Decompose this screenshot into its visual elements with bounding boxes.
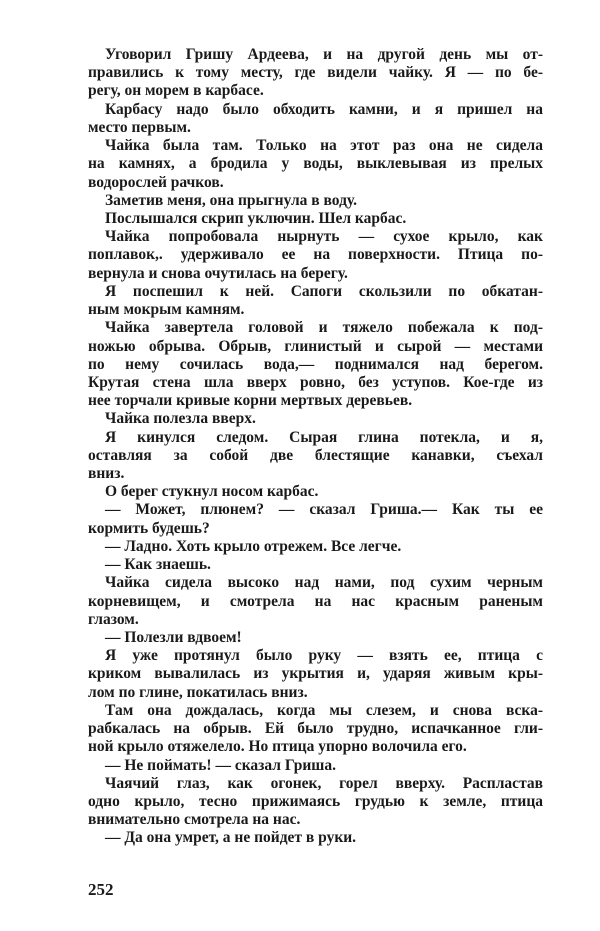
text-line: водорослей рачков. — [88, 173, 224, 191]
page-number: 252 — [88, 880, 114, 899]
text-line: на камнях, а бродила у воды, выклевывая из прелых — [88, 155, 543, 173]
text-line: ножью обрыва. Обрыв, глинистый и сырой — местами — [88, 337, 543, 355]
paragraph — [88, 228, 543, 283]
text-line: кормить будешь? — [88, 519, 210, 537]
text-line: глазом. — [88, 610, 139, 628]
text-line: Там она дождалась, когда мы слезем, и снова вска- — [105, 701, 543, 719]
paragraph — [88, 429, 543, 484]
paragraph — [88, 137, 543, 192]
text-line: О берег стукнул носом карбас. — [105, 483, 319, 501]
paragraph — [88, 829, 543, 847]
text-line: поплавок,. удерживало ее на поверхности. Птица по- — [88, 246, 543, 264]
text-line: Чаячий глаз, как огонек, горел вверху. Распластав — [105, 774, 543, 792]
paragraph — [88, 629, 543, 647]
text-line: — Ладно. Хоть крыло отрежем. Все легче. — [105, 537, 402, 555]
text-line: нее торчали кривые корни мертвых деревьев. — [88, 392, 413, 410]
text-line: вниз. — [88, 465, 125, 483]
text-line: Карбасу надо было обходить камни, и я пришел на — [105, 100, 543, 118]
paragraph — [88, 283, 543, 319]
text-line: рабкалась на обрыв. Ей было трудно, испачканное гли- — [88, 720, 543, 738]
text-line: — Не поймать! — сказал Гриша. — [105, 756, 336, 774]
text-line: Чайка сидела высоко над нами, под сухим черным — [105, 574, 543, 592]
paragraph — [88, 647, 543, 702]
text-line: Я уже протянул было руку — взять ее, птица с — [105, 647, 543, 665]
paragraph — [88, 319, 543, 410]
text-line: — Полезли вдвоем! — [105, 629, 242, 646]
text-line: Я поспешил к ней. Сапоги скользили по обкатан- — [105, 282, 543, 300]
text-line: Чайка была там. Только на этот раз она не сидела — [105, 137, 543, 155]
text-line: криком вывалилась из укрытия и, ударяя живым кры- — [88, 665, 543, 683]
text-line: Чайка завертела головой и тяжело побежала к под- — [105, 319, 543, 337]
paragraph — [88, 210, 543, 228]
paragraph — [88, 483, 543, 501]
text-line: — Как знаешь. — [105, 556, 211, 574]
text-line: регу, он морем в карбасе. — [88, 82, 264, 100]
text-line: Чайка попробовала нырнуть — сухое крыло, как — [105, 228, 543, 246]
paragraph — [88, 192, 543, 210]
paragraph — [88, 501, 543, 537]
paragraph — [88, 702, 543, 757]
paragraph — [88, 410, 543, 428]
text-line: Уговорил Гришу Ардеева, и на другой день мы от- — [105, 46, 543, 63]
text-line: по нему сочилась вода,— поднимался над берегом. — [88, 355, 543, 373]
paragraph — [88, 574, 543, 629]
text-line: Послышался скрип уключин. Шел карбас. — [105, 209, 407, 227]
book-page-text — [88, 46, 543, 848]
text-line: — Да она умрет, а не пойдет в руки. — [105, 829, 357, 847]
text-line: оставляя за собой две блестящие канавки, съехал — [88, 446, 543, 464]
text-line: вернула и снова очутилась на берегу. — [88, 264, 348, 282]
paragraph — [88, 46, 543, 101]
text-line: — Может, плюнем? — сказал Гриша.— Как ты ее — [105, 501, 543, 519]
paragraph — [88, 757, 543, 775]
text-line: Крутая стена шла вверх ровно, без уступов. Кое-где из — [88, 373, 543, 391]
text-line: Чайка полезла вверх. — [105, 410, 256, 428]
text-line: корневищем, и смотрела на нас красным раненым — [88, 592, 543, 610]
paragraph — [88, 775, 543, 830]
paragraph — [88, 101, 543, 137]
text-line: внимательно смотрела на нас. — [88, 811, 301, 829]
text-line: одно крыло, тесно прижимаясь грудью к земле, птица — [88, 792, 543, 810]
text-line: Я кинулся следом. Сырая глина потекла, и я, — [105, 428, 543, 446]
text-line: правились к тому месту, где видели чайку. Я — по бе- — [88, 64, 543, 82]
text-line: лом по глине, покатилась вниз. — [88, 683, 308, 701]
text-line: ной крыло отяжелело. Но птица упорно волочила его. — [88, 738, 467, 756]
text-line: место первым. — [88, 118, 191, 136]
paragraph — [88, 538, 543, 556]
text-line: Заметив меня, она прыгнула в воду. — [105, 191, 358, 209]
paragraph — [88, 556, 543, 574]
text-line: ным мокрым камням. — [88, 301, 245, 319]
